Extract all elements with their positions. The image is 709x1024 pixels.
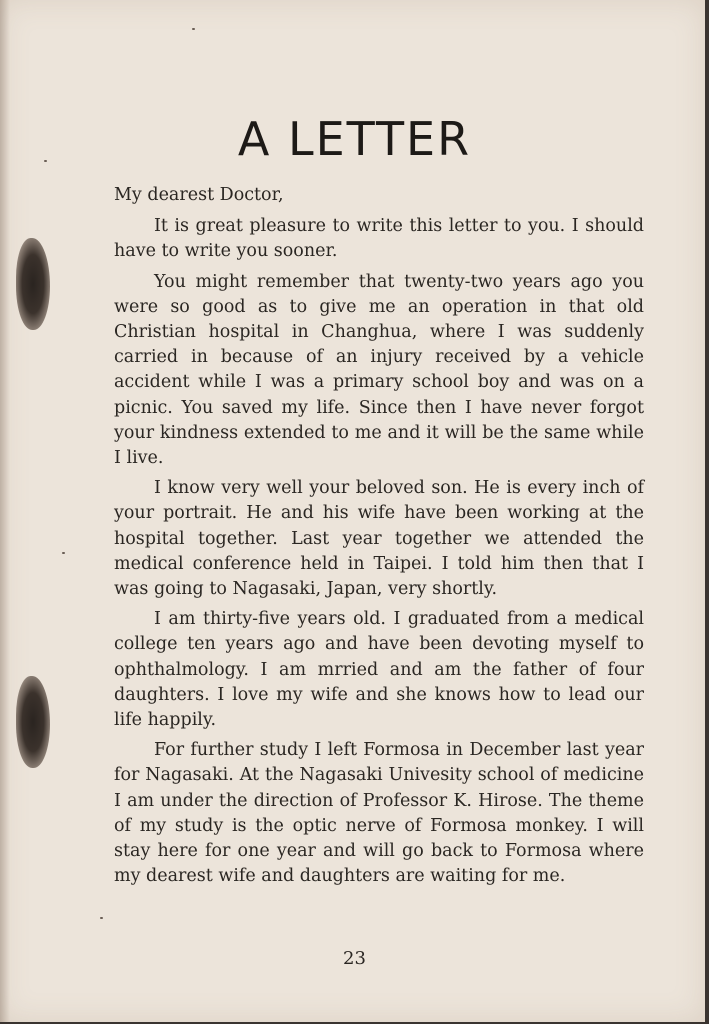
letter-paragraph: It is great pleasure to write this letter to you. I should have to write you sooner. <box>114 216 644 262</box>
paper-speck <box>62 552 65 554</box>
letter-paragraph: For further study I left Formosa in December last year for Nagasaki. At the Nagasaki Univesity school of medicine I am under the direction of Professor K. Hirose. The theme of my study is the optic nerve of Formosa monkey. I will stay here for one year and will go back to Formosa where my dearest wife and daughters are waiting for me. <box>114 740 644 887</box>
staple-hole-top <box>16 238 50 330</box>
page-title: A LETTER <box>237 112 472 166</box>
letter-body <box>114 183 644 894</box>
letter-paragraph: I am thirty-five years old. I graduated from a medical college ten years ago and have been devoting myself to ophthalmology. I am mrried and am the father of four daughters. I love my wife and she knows how to lead our life happily. <box>114 609 644 731</box>
letter-salutation: My dearest Doctor, <box>114 185 284 205</box>
letter-paragraph: I know very well your beloved son. He is every inch of your portrait. He and his wife have been working at the hospital together. Last year together we attended the medical conference held in Taipei. I told him then that I was going to Nagasaki, Japan, very shortly. <box>114 478 644 600</box>
paper-speck <box>192 28 195 30</box>
paper-speck <box>100 917 103 919</box>
letter-paragraph: You might remember that twenty-two years ago you were so good as to give me an operation in that old Christian hospital in Changhua, where I was suddenly carried in because of an injury received by a vehicle accident while I was a primary school boy and was on a picnic. You saved my life. Since then I have never forgot your kindness extended to me and it will be the same while I live. <box>114 271 644 469</box>
staple-hole-bottom <box>16 676 50 768</box>
page-number: 23 <box>343 948 366 969</box>
